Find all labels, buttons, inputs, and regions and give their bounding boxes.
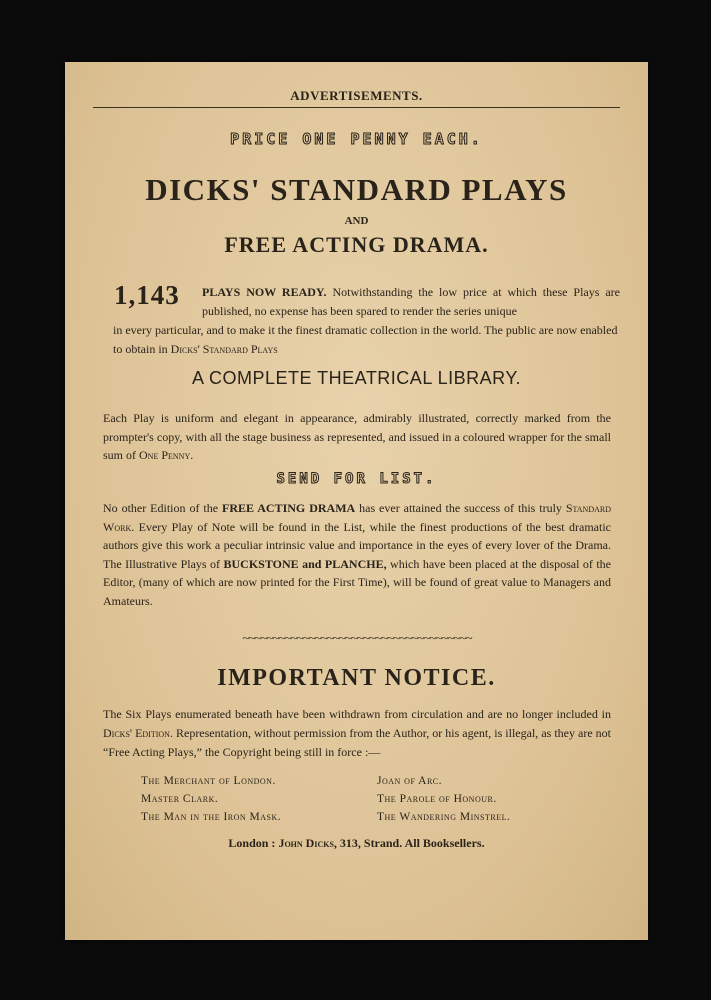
free-acting-drama-emphasis: FREE ACTING DRAMA [221, 501, 356, 515]
and-word: AND [344, 215, 369, 227]
notice-part1: The Six Plays enumerated beneath have been withdrawn from circulation and are no longer included in [103, 707, 611, 721]
header-rule [93, 107, 620, 108]
notice-paragraph [103, 705, 611, 762]
description-paragraph [103, 409, 611, 465]
publisher-footer [65, 836, 648, 851]
footer-publisher: John Dicks, [278, 836, 337, 850]
page-title: DICKS' STANDARD PLAYS [145, 172, 568, 207]
list-item: Joan of Arc. [377, 775, 443, 787]
notice-heading: IMPORTANT NOTICE. [217, 665, 496, 691]
withdrawn-plays-left [141, 772, 281, 826]
send-for-list-heading: SEND FOR LIST. [276, 471, 437, 487]
list-part4: which have been placed at the disposal of the Editor, (many of which are now printed for the First Time), will be found of great value to Managers and Amateurs. [103, 556, 612, 608]
notice-part2: Representation, without permission from the Author, or his agent, is illegal, as they are not “Free Acting Plays,” the Copyright being still in force :— [103, 726, 612, 759]
page-subtitle: FREE ACTING DRAMA. [224, 232, 489, 257]
footer-rest: 313, Strand. All Booksellers. [339, 836, 485, 850]
list-item: Master Clark. [141, 793, 219, 805]
advertisement-page [65, 62, 648, 940]
list-part2: has ever attained the success of this truly [359, 501, 562, 515]
list-item: The Man in the Iron Mask. [141, 811, 282, 823]
plays-count: 1,143 [114, 280, 180, 310]
page-header: ADVERTISEMENTS. [290, 88, 423, 103]
ornamental-divider: ~~~~~~~~~~~~~~~~~~~~~~~~~~~~~~~~~~~~~~ [242, 630, 472, 645]
description-text: Each Play is uniform and elegant in appearance, admirably illustrated, correctly marked from the prompter's copy, with all the stage business as represented, and issued in a coloured wrapper for the small sum of [103, 411, 611, 462]
intro-lead: PLAYS NOW READY. [202, 285, 327, 299]
withdrawn-plays-right [377, 772, 510, 826]
list-paragraph [103, 499, 611, 610]
price-emphasis: One Penny. [139, 448, 194, 462]
standard-work-emphasis: Standard Work. [103, 501, 612, 534]
authors-emphasis: BUCKSTONE and PLANCHE, [223, 556, 387, 571]
dicks-edition-emphasis: Dicks' Edition. [103, 726, 173, 740]
intro-continued: in every particular, and to make it the finest dramatic collection in the world. The public are now enabled to obtain in [113, 323, 618, 356]
library-heading: A COMPLETE THEATRICAL LIBRARY. [191, 368, 522, 388]
footer-prefix: London : [228, 836, 276, 850]
intro-paragraph-continued [113, 321, 620, 359]
intro-paragraph-start [202, 283, 620, 321]
intro-line-rest: Notwithstanding the low price at which these Plays are published, no expense has been spared to render the series unique [202, 285, 621, 318]
list-item: The Wandering Minstrel. [377, 811, 511, 823]
intro-emphasis: Dicks' Standard Plays [170, 342, 278, 356]
price-line: PRICE ONE PENNY EACH. [230, 130, 483, 148]
list-item: The Parole of Honour. [377, 793, 497, 805]
list-part3: Every Play of Note will be found in the List, while the finest productions of the best dramatic authors give this work a peculiar intrinsic value and importance in the eyes of every lover of the Drama. The Illustrative Plays of [103, 519, 611, 571]
list-part1: No other Edition of the [103, 501, 219, 515]
list-item: The Merchant of London. [141, 775, 276, 787]
